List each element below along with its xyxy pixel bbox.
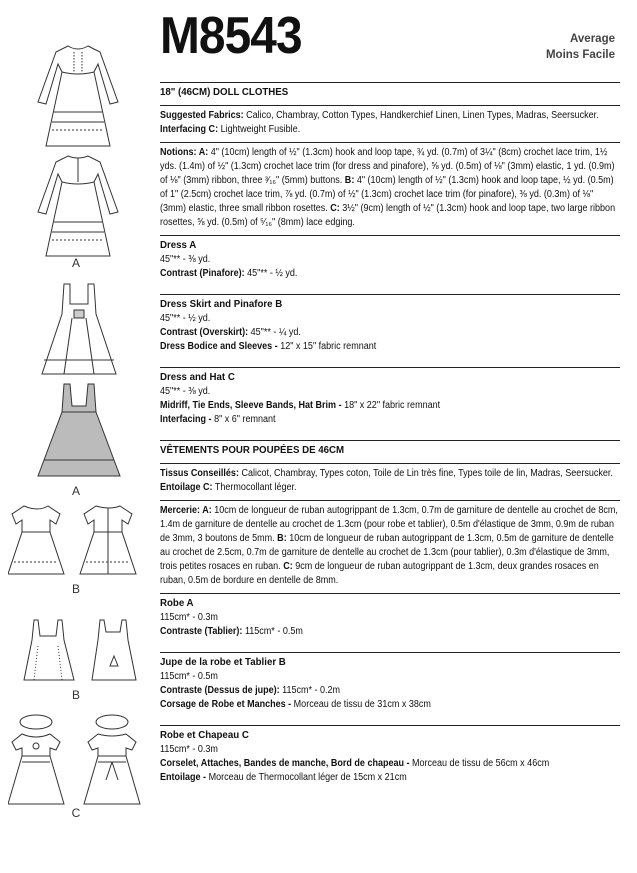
dress-b-front-back-illustration [8, 502, 156, 582]
dress-c-interfacing: Interfacing - 8" x 6" remnant [160, 414, 276, 425]
difficulty-level-en: Average [570, 33, 615, 45]
robe-c-title: Robe et Chapeau C [160, 730, 249, 741]
dress-a-section [160, 235, 620, 294]
dress-a-contrast: Contrast (Pinafore): 45"** - ½ yd. [160, 268, 298, 279]
dress-a-yardage: 45"** - ⅜ yd. [160, 254, 211, 265]
figure-label-a-top: A [71, 256, 80, 270]
robe-c-section [160, 725, 620, 790]
jupe-b-contrast: Contraste (Dessus de jupe): 115cm* - 0.2m [160, 685, 341, 696]
dress-a-title: Dress A [160, 240, 197, 251]
pinafore-b-front-back-illustration [18, 616, 148, 688]
english-title: 18" (46CM) DOLL CLOTHES [160, 87, 289, 98]
difficulty-level-fr: Moins Facile [545, 49, 615, 61]
dress-c-title: Dress and Hat C [160, 372, 235, 383]
dress-b-yardage: 45"** - ½ yd. [160, 313, 211, 324]
dress-c-hat-illustration [8, 710, 156, 810]
dress-b-bodice: Dress Bodice and Sleeves - 12" x 15" fabric remnant [160, 341, 377, 352]
robe-c-yardage: 115cm* - 0.3m [160, 744, 218, 755]
figure-label-a-bottom: A [71, 484, 80, 498]
robe-c-corselet: Corselet, Attaches, Bandes de manche, Bord de chapeau - Morceau de tissu de 56cm x 46cm [160, 758, 550, 769]
tissus-conseilles: Tissus Conseillés: Calicot, Chambray, Types coton, Toile de Lin très fine, Types toile de lin, Madras, Seersucker. Entoilage C: Thermocollant léger. [160, 468, 613, 493]
dress-a-back-illustration [30, 152, 126, 260]
dress-b-section [160, 294, 620, 367]
dress-c-yardage: 45"** - ⅜ yd. [160, 386, 211, 397]
pinafore-b-illustration [34, 282, 124, 380]
figure-label-b-bottom: B [71, 688, 80, 702]
jupe-b-section [160, 652, 620, 725]
figure-label-b-top: B [71, 582, 80, 596]
jupe-b-yardage: 115cm* - 0.5m [160, 671, 218, 682]
figure-label-c: C [71, 806, 81, 820]
french-title: VÊTEMENTS POUR POUPÉES DE 46CM [160, 445, 345, 456]
robe-a-title: Robe A [160, 598, 194, 609]
notions-text: Notions: A: 4" (10cm) length of ½" (1.3cm) hook and loop tape, ¾ yd. (0.7m) of 3¼" (8cm) crochet lace trim, 1½ yds. (1.4m) of ½" (1.3cm) crochet lace trim (for dress and pinafore), ⅝ yd. (0.5m) of ⅛" (3mm) elastic, 1 yd. (0.9m) of ⅛" (3mm) ribbon, three ³⁄₁₆" (5mm) buttons. B: 4" (10cm) length of ½" (1.3cm) hook and loop tape, ½ yd. (0.5m) of 1" (2.5cm) crochet lace trim, ⅞ yd. (0.7m) of ½" (1.3cm) crochet lace trim (for pinafore), ⅜ yd. (0.3m) of ⅛" (3mm) elastic, three small ribbon rosettes. C: 3½" (9cm) length of ½" (1.3cm) hook and loop tape, two large ribbon rosettes, ⅝ yd. (0.5m) of ⁵⁄₁₆" (8mm) lace edging. [160, 147, 616, 228]
dress-c-midriff: Midriff, Tie Ends, Sleeve Bands, Hat Brim - 18" x 22" fabric remnant [160, 400, 441, 411]
dress-c-gray-illustration [34, 382, 124, 482]
jupe-b-title: Jupe de la robe et Tablier B [160, 657, 286, 668]
notions-section [160, 142, 620, 235]
robe-a-yardage: 115cm* - 0.3m [160, 612, 218, 623]
jupe-b-corsage: Corsage de Robe et Manches - Morceau de tissu de 31cm x 38cm [160, 699, 431, 710]
interfacing-c: Interfacing C: Lightweight Fusible. [160, 124, 301, 135]
fabrics-section [160, 105, 620, 142]
dress-a-front-illustration [30, 42, 126, 150]
pattern-number: M8543 [160, 7, 302, 65]
dress-c-section [160, 367, 620, 440]
dress-b-contrast: Contrast (Overskirt): 45"** - ¼ yd. [160, 327, 301, 338]
french-title-section [160, 440, 620, 463]
illustrations-column [8, 20, 156, 860]
mercerie-section [160, 500, 620, 593]
robe-a-contrast: Contraste (Tablier): 115cm* - 0.5m [160, 626, 303, 637]
dress-b-title: Dress Skirt and Pinafore B [160, 299, 283, 310]
mercerie-text: Mercerie: A: 10cm de longueur de ruban autogrippant de 1.3cm, 0.7m de garniture de dentelle au crochet de 8cm, 1.4m de garniture de dentelle au crochet de 1.3cm (pour robe et tablier), 0.5m d'élastique de 3mm, 0.9m de ruban de 3mm, 3 boutons de 5mm. B: 10cm de longueur de ruban autogrippant de 1.3cm, 0.5m de garniture de dentelle au crochet de 2.5cm, 0.7m de garniture de dentelle au crochet de 1.3cm (pour tablier), 0.3m d'élastique de 3mm, trois petites rosaces en ruban. C: 9cm de longueur de ruban autogrippant de 1.3cm, deux grandes rosaces en ruban, 0.5m de bordure en dentelle de 8mm. [160, 505, 618, 586]
tissus-section [160, 463, 620, 500]
pattern-details [160, 82, 620, 790]
robe-a-section [160, 593, 620, 652]
suggested-fabrics: Suggested Fabrics: Calico, Chambray, Cotton Types, Handkerchief Linen, Linen Types, Madras, Seersucker. [160, 110, 599, 121]
english-title-section [160, 82, 620, 105]
robe-c-entoilage: Entoilage - Morceau de Thermocollant léger de 15cm x 21cm [160, 772, 407, 783]
